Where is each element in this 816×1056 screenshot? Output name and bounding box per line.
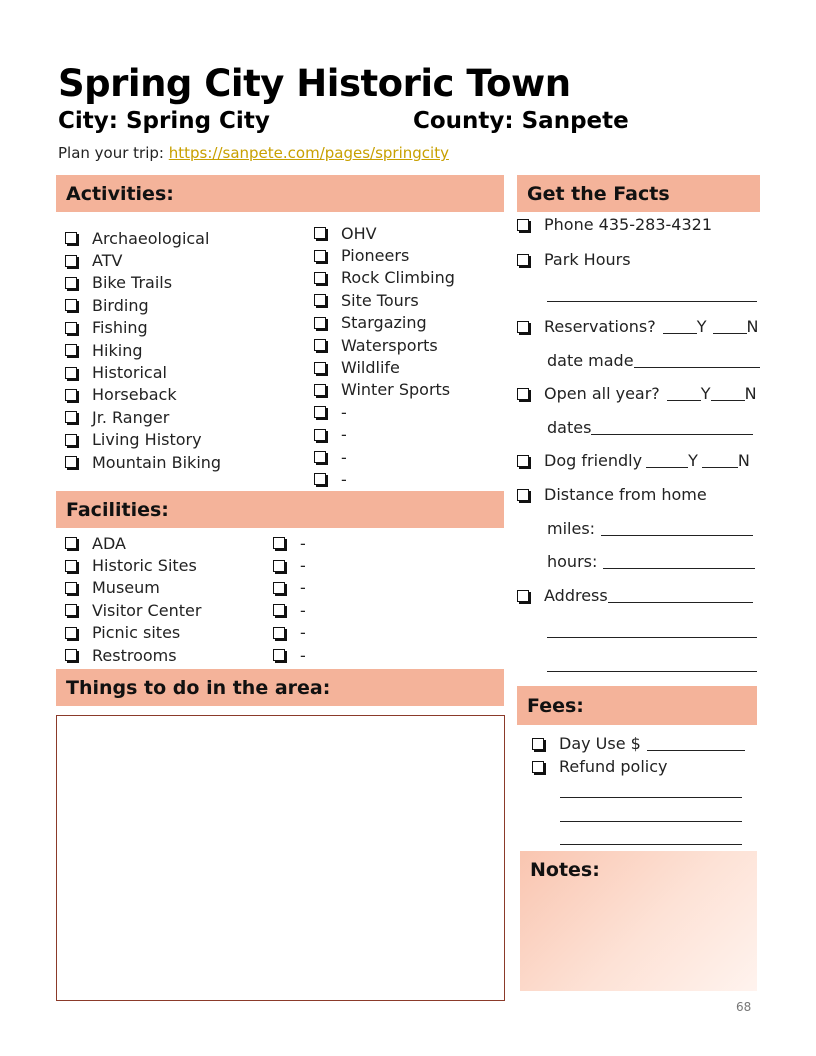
- phone-text: Phone 435-283-4321: [544, 215, 712, 234]
- park-hours-label: Park Hours: [544, 250, 631, 269]
- activity-item: [314, 468, 455, 490]
- checkbox[interactable]: [65, 389, 77, 401]
- facility-item: [65, 577, 201, 599]
- day-use-checkbox[interactable]: [532, 738, 544, 750]
- address-checkbox[interactable]: [517, 590, 529, 602]
- fact-dates: [547, 418, 753, 437]
- activity-label: -: [341, 402, 347, 422]
- miles-blank[interactable]: [601, 521, 753, 536]
- checkbox[interactable]: [65, 344, 77, 356]
- facility-item: [273, 577, 306, 599]
- facility-label: -: [300, 645, 306, 665]
- city-label: City: Spring City: [58, 108, 270, 134]
- dog-yes-blank[interactable]: [646, 453, 688, 468]
- activity-item: [65, 384, 221, 406]
- activity-item: [65, 227, 221, 249]
- facility-label: Visitor Center: [92, 600, 202, 620]
- dog-y: Y: [688, 451, 698, 470]
- checkbox[interactable]: [314, 384, 326, 396]
- facility-item: [65, 599, 201, 621]
- hours-label: hours:: [547, 552, 598, 571]
- facilities-list-right: [273, 532, 306, 666]
- checkbox[interactable]: [65, 299, 77, 311]
- activities-heading: Activities:: [56, 175, 504, 212]
- activity-item: [65, 406, 221, 428]
- park-hours-blank[interactable]: [547, 287, 757, 302]
- facility-item: [65, 622, 201, 644]
- activity-label: Pioneers: [341, 246, 410, 266]
- activity-label: Mountain Biking: [92, 452, 222, 472]
- fact-distance: [517, 485, 707, 504]
- checkbox[interactable]: [65, 537, 77, 549]
- reservations-label: Reservations?: [544, 317, 656, 336]
- activity-item: [314, 267, 455, 289]
- activity-item: [65, 339, 221, 361]
- notes-heading: Notes:: [530, 859, 600, 881]
- day-use-label: Day Use $: [559, 734, 641, 753]
- plan-trip-line: [58, 144, 449, 162]
- activity-item: [65, 294, 221, 316]
- fact-dog-friendly: [517, 451, 750, 470]
- date-made-blank[interactable]: [634, 353, 760, 368]
- address-blank-1[interactable]: [608, 588, 753, 603]
- activity-label: Stargazing: [341, 313, 427, 333]
- notes-box[interactable]: [520, 851, 757, 991]
- dates-label: dates: [547, 418, 592, 437]
- checkbox[interactable]: [65, 434, 77, 446]
- checkbox[interactable]: [65, 411, 77, 423]
- dates-blank[interactable]: [591, 420, 753, 435]
- open-no-blank[interactable]: [711, 386, 745, 401]
- activity-item: [314, 446, 455, 468]
- fact-date-made: [547, 351, 760, 370]
- activity-item: [65, 272, 221, 294]
- miles-label: miles:: [547, 519, 596, 538]
- activity-item: [314, 356, 455, 378]
- facilities-heading: Facilities:: [56, 491, 504, 528]
- facility-label: -: [300, 533, 306, 553]
- county-label: County: Sanpete: [413, 108, 629, 134]
- activity-item: [314, 244, 455, 266]
- facility-label: Historic Sites: [92, 556, 197, 576]
- fact-phone: [517, 215, 712, 234]
- fact-address: [517, 586, 753, 605]
- open-all-year-label: Open all year?: [544, 384, 660, 403]
- facility-label: Restrooms: [92, 645, 177, 665]
- checkbox[interactable]: [314, 294, 326, 306]
- checkbox[interactable]: [65, 232, 77, 244]
- day-use-blank[interactable]: [647, 736, 745, 751]
- activity-label: Rock Climbing: [341, 268, 455, 288]
- activity-label: Site Tours: [341, 290, 419, 310]
- fact-hours: [547, 552, 755, 571]
- activity-label: Fishing: [92, 318, 148, 338]
- fact-park-hours: [517, 250, 631, 269]
- checkbox[interactable]: [65, 649, 77, 661]
- address-blank-2[interactable]: [547, 623, 757, 638]
- checkbox[interactable]: [65, 582, 77, 594]
- activity-item: [65, 451, 221, 473]
- activity-label: Winter Sports: [341, 380, 451, 400]
- activity-label: Archaeological: [92, 228, 210, 248]
- activities-list-right: [314, 222, 455, 491]
- fact-open-all-year: [517, 384, 757, 403]
- plan-trip-label: Plan your trip:: [58, 144, 169, 162]
- checkbox[interactable]: [273, 604, 285, 616]
- refund-checkbox[interactable]: [532, 761, 544, 773]
- date-made-label: date made: [547, 351, 634, 370]
- distance-label: Distance from home: [544, 485, 707, 504]
- facility-item: [65, 554, 201, 576]
- checkbox[interactable]: [65, 255, 77, 267]
- open-n: N: [744, 384, 757, 403]
- checkbox[interactable]: [314, 406, 326, 418]
- things-heading: Things to do in the area:: [56, 669, 504, 706]
- activity-item: [65, 429, 221, 451]
- activity-label: Birding: [92, 295, 149, 315]
- checkbox[interactable]: [314, 362, 326, 374]
- page-number: 68: [736, 1000, 752, 1014]
- checkbox[interactable]: [65, 627, 77, 639]
- activity-label: Hiking: [92, 340, 143, 360]
- facility-label: Museum: [92, 578, 160, 598]
- address-label: Address: [544, 586, 608, 605]
- activity-label: Jr. Ranger: [92, 407, 170, 427]
- activity-item: [314, 334, 455, 356]
- page-title: Spring City Historic Town: [58, 62, 571, 105]
- facility-item: [65, 644, 201, 666]
- activity-label: Historical: [92, 363, 167, 383]
- checkbox[interactable]: [314, 317, 326, 329]
- fact-miles: [547, 519, 753, 538]
- facility-label: -: [300, 623, 306, 643]
- facility-item: [65, 532, 201, 554]
- checkbox[interactable]: [273, 537, 285, 549]
- checkbox[interactable]: [314, 451, 326, 463]
- facility-label: Picnic sites: [92, 623, 181, 643]
- activity-label: ATV: [92, 251, 123, 271]
- open-y: Y: [700, 384, 711, 403]
- refund-blank-3[interactable]: [560, 830, 742, 845]
- open-yes-blank[interactable]: [667, 386, 701, 401]
- activity-label: Horseback: [92, 385, 177, 405]
- checkbox[interactable]: [314, 339, 326, 351]
- fee-day-use: [532, 734, 745, 753]
- dog-friendly-checkbox[interactable]: [517, 455, 529, 467]
- activity-label: Wildlife: [341, 358, 400, 378]
- facilities-list-left: [65, 532, 201, 666]
- hours-blank[interactable]: [603, 554, 755, 569]
- activities-list-left: [65, 227, 221, 473]
- fee-refund: [532, 757, 668, 776]
- facility-label: -: [300, 600, 306, 620]
- fact-reservations: [517, 317, 759, 336]
- things-writing-box[interactable]: [56, 715, 505, 1001]
- reservations-yes-blank[interactable]: [663, 319, 697, 334]
- activity-label: -: [341, 469, 347, 489]
- checkbox[interactable]: [65, 367, 77, 379]
- activity-label: -: [341, 425, 347, 445]
- reservations-n: N: [746, 317, 759, 336]
- activity-item: [314, 424, 455, 446]
- activity-label: Bike Trails: [92, 273, 173, 293]
- facility-label: -: [300, 578, 306, 598]
- checkbox[interactable]: [65, 456, 77, 468]
- activity-item: [65, 249, 221, 271]
- checkbox[interactable]: [314, 272, 326, 284]
- activity-label: Watersports: [341, 335, 438, 355]
- dog-n: N: [737, 451, 750, 470]
- checkbox[interactable]: [314, 250, 326, 262]
- park-hours-checkbox[interactable]: [517, 254, 529, 266]
- reservations-y: Y: [696, 317, 707, 336]
- facility-item: [273, 532, 306, 554]
- facts-heading: Get the Facts: [517, 175, 760, 212]
- activity-item: [65, 317, 221, 339]
- checkbox[interactable]: [65, 604, 77, 616]
- refund-label: Refund policy: [559, 757, 668, 776]
- facility-label: ADA: [92, 533, 126, 553]
- refund-blank-1[interactable]: [560, 783, 742, 798]
- facility-item: [273, 599, 306, 621]
- dog-friendly-label: Dog friendly: [544, 451, 643, 470]
- facility-item: [273, 644, 306, 666]
- open-all-year-checkbox[interactable]: [517, 388, 529, 400]
- reservations-no-blank[interactable]: [713, 319, 747, 334]
- checkbox[interactable]: [65, 277, 77, 289]
- checkbox[interactable]: [65, 560, 77, 572]
- facility-item: [273, 622, 306, 644]
- reservations-checkbox[interactable]: [517, 321, 529, 333]
- checkbox[interactable]: [314, 429, 326, 441]
- checkbox[interactable]: [273, 560, 285, 572]
- checkbox[interactable]: [65, 322, 77, 334]
- checkbox[interactable]: [273, 649, 285, 661]
- activity-item: [65, 361, 221, 383]
- address-blank-3[interactable]: [547, 657, 757, 672]
- dog-no-blank[interactable]: [702, 453, 738, 468]
- activity-label: OHV: [341, 223, 377, 243]
- activity-item: [314, 222, 455, 244]
- refund-blank-2[interactable]: [560, 807, 742, 822]
- activity-label: Living History: [92, 430, 202, 450]
- checkbox[interactable]: [273, 627, 285, 639]
- facility-item: [273, 554, 306, 576]
- fees-heading: Fees:: [517, 686, 757, 725]
- checkbox[interactable]: [314, 473, 326, 485]
- facility-label: -: [300, 556, 306, 576]
- activity-item: [314, 379, 455, 401]
- plan-trip-link[interactable]: https://sanpete.com/pages/springcity: [168, 144, 449, 162]
- phone-checkbox[interactable]: [517, 219, 529, 231]
- activity-item: [314, 312, 455, 334]
- checkbox[interactable]: [273, 582, 285, 594]
- distance-checkbox[interactable]: [517, 489, 529, 501]
- checkbox[interactable]: [314, 227, 326, 239]
- activity-item: [314, 401, 455, 423]
- activity-label: -: [341, 447, 347, 467]
- activity-item: [314, 289, 455, 311]
